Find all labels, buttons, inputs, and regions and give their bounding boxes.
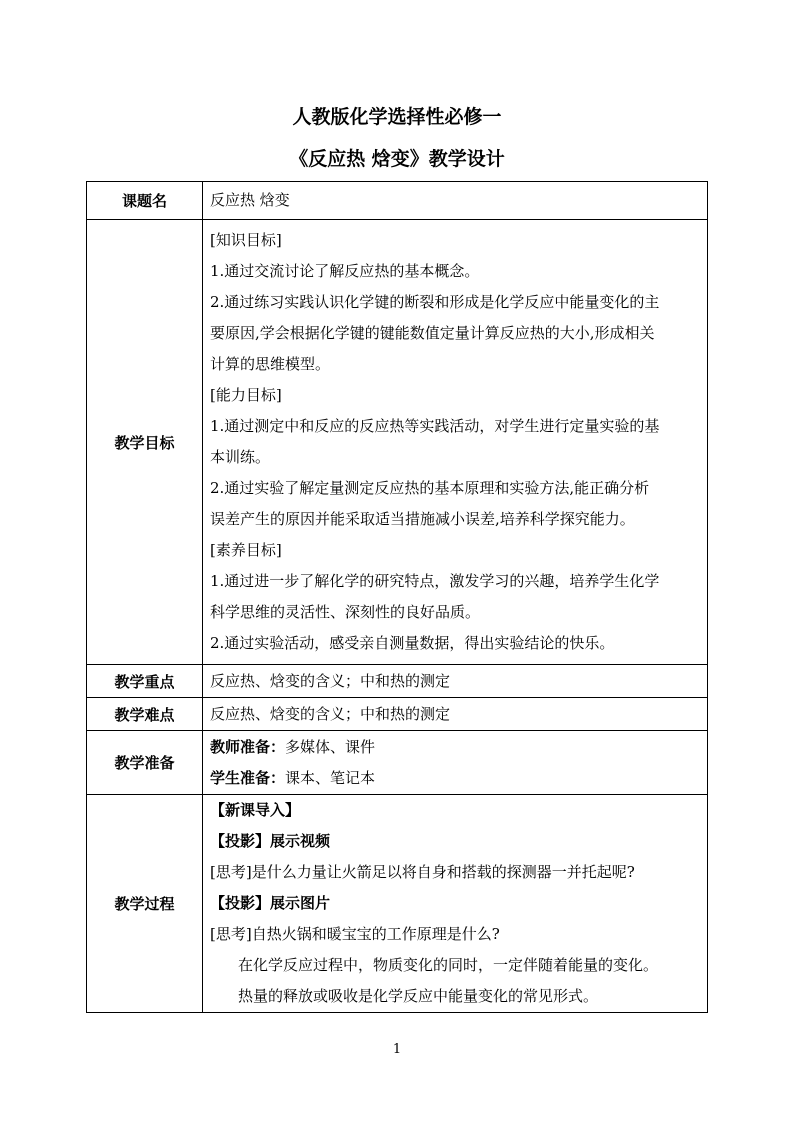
topic-text: 反应热 焓变	[210, 191, 290, 209]
literacy-item-1-line-2: 科学思维的灵活性、深刻性的良好品质。	[210, 603, 481, 621]
table-row-difficulties	[87, 698, 708, 731]
knowledge-item-1: 1.通过交流讨论了解反应热的基本概念。	[210, 262, 480, 280]
knowledge-item-2-line-1: 2.通过练习实践认识化学键的断裂和形成是化学反应中能量变化的主	[210, 293, 660, 311]
knowledge-heading: [知识目标]	[210, 231, 282, 249]
ability-item-2-line-1: 2.通过实验了解定量测定反应热的基本原理和实验方法,能正确分析	[210, 479, 650, 497]
literacy-heading: [素养目标]	[210, 541, 282, 559]
table-row-preparation	[87, 731, 708, 795]
think-question-2: [思考]自热火锅和暖宝宝的工作原理是什么?	[210, 925, 500, 943]
teacher-preparation	[210, 732, 707, 763]
ability-item-2-line-2: 误差产生的原因并能采取适当措施减小误差,培养科学探究能力。	[210, 510, 635, 528]
projection-tag: 【投影】	[210, 832, 271, 850]
key-points-value	[203, 665, 708, 698]
teacher-preparation-value: 多媒体、课件	[285, 737, 376, 756]
student-preparation-value: 课本、笔记本	[285, 768, 376, 787]
lesson-plan-table	[86, 181, 708, 1013]
table-row-goals	[87, 220, 708, 665]
difficulties-value	[203, 698, 708, 731]
difficulties-text: 反应热、焓变的含义；中和热的测定	[210, 704, 451, 723]
goals-content	[203, 220, 708, 665]
projection-text: 展示视频	[270, 832, 331, 850]
ability-item-1-line-2: 本训练。	[210, 448, 271, 466]
process-paragraph-1: 在化学反应过程中，物质变化的同时，一定伴随着能量的变化。	[238, 956, 659, 974]
literacy-item-1-line-1: 1.通过进一步了解化学的研究特点，激发学习的兴趣，培养学生化学	[210, 572, 660, 590]
ability-item-1-line-1: 1.通过测定中和反应的反应热等实践活动，对学生进行定量实验的基	[210, 417, 660, 435]
key-points-label: 教学重点	[87, 665, 203, 698]
projection-tag: 【投影】	[210, 894, 271, 912]
preparation-content	[203, 731, 708, 795]
difficulties-label: 教学难点	[87, 698, 203, 731]
literacy-item-2: 2.通过实验活动，感受亲自测量数据，得出实验结论的快乐。	[210, 634, 615, 652]
document-title: 人教版化学选择性必修一	[292, 106, 502, 128]
ability-heading: [能力目标]	[210, 386, 282, 404]
process-label: 教学过程	[87, 795, 203, 1013]
think-question-1: [思考]是什么力量让火箭足以将自身和搭载的探测器一并托起呢?	[210, 863, 635, 881]
table-row-key-points	[87, 665, 708, 698]
knowledge-item-2-line-3: 计算的思维模型。	[210, 355, 331, 373]
process-content	[203, 795, 708, 1013]
knowledge-item-2-line-2: 要原因,学会根据化学键的键能数值定量计算反应热的大小,形成相关	[210, 324, 655, 342]
student-preparation	[210, 763, 707, 794]
key-points-text: 反应热、焓变的含义；中和热的测定	[210, 671, 451, 690]
projection-images	[210, 888, 707, 919]
preparation-label: 教学准备	[87, 731, 203, 795]
new-lesson-intro: 【新课导入】	[210, 801, 301, 819]
projection-video	[210, 826, 707, 857]
goals-label: 教学目标	[87, 220, 203, 665]
topic-label: 课题名	[87, 182, 203, 220]
page-number: 1	[392, 1042, 402, 1057]
topic-value	[203, 182, 708, 220]
document-subtitle: 《反应热 焓变》教学设计	[289, 148, 505, 170]
process-paragraph-2: 热量的释放或吸收是化学反应中能量变化的常见形式。	[238, 987, 599, 1005]
teacher-preparation-label: 教师准备：	[210, 737, 286, 756]
table-row-topic	[87, 182, 708, 220]
projection-text: 展示图片	[270, 894, 331, 912]
table-row-process	[87, 795, 708, 1013]
student-preparation-label: 学生准备：	[210, 768, 286, 787]
